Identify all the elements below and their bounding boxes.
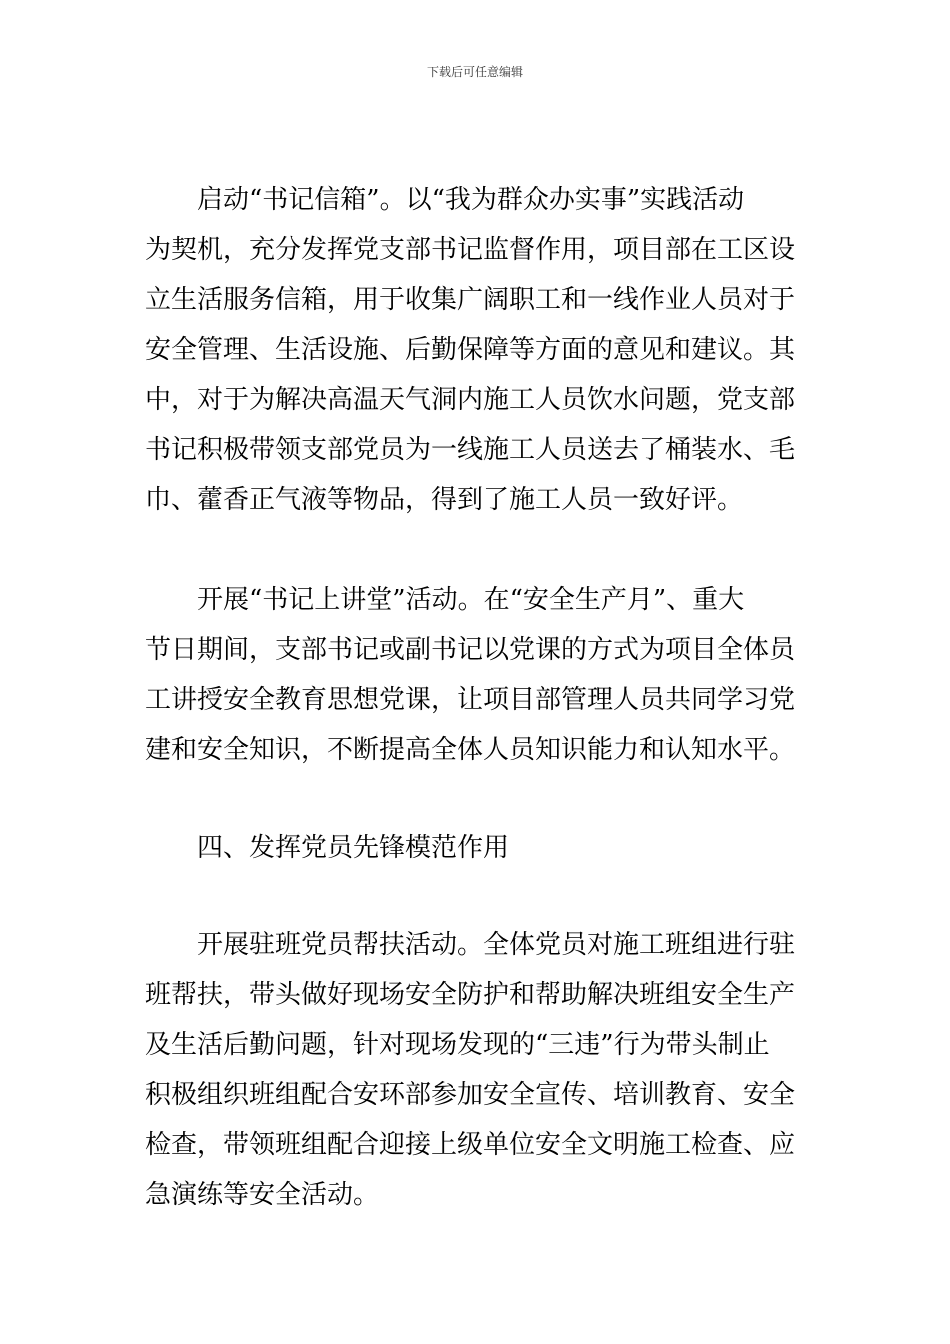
paragraph-2-line-3: 工讲授安全教育思想党课，让项目部管理人员共同学习党	[145, 685, 796, 715]
paragraph-3-line-5: 检查，带领班组配合迎接上级单位安全文明施工检查、应	[145, 1130, 796, 1160]
page-header: 下载后可任意编辑	[426, 65, 523, 79]
paragraph-3-line-1: 开展驻班党员帮扶活动。全体党员对施工班组进行驻	[197, 930, 796, 960]
paragraph-2-line-2: 节日期间，支部书记或副书记以党课的方式为项目全体员	[145, 635, 796, 665]
paragraph-1-line-3: 立生活服务信箱，用于收集广阔职工和一线作业人员对于	[145, 285, 796, 315]
paragraph-1-line-7: 巾、藿香正气液等物品，得到了施工人员一致好评。	[145, 485, 744, 515]
paragraph-1-line-6: 书记积极带领支部党员为一线施工人员送去了桶装水、毛	[145, 435, 796, 465]
paragraph-2-line-4: 建和安全知识，不断提高全体人员知识能力和认知水平。	[145, 735, 796, 765]
paragraph-3-line-6: 急演练等安全活动。	[145, 1180, 380, 1210]
paragraph-1-line-2: 为契机，充分发挥党支部书记监督作用，项目部在工区设	[145, 235, 796, 265]
paragraph-3-line-2: 班帮扶，带头做好现场安全防护和帮助解决班组安全生产	[145, 980, 796, 1010]
paragraph-1-line-5: 中，对于为解决高温天气洞内施工人员饮水问题，党支部	[145, 385, 796, 415]
paragraph-3-line-3: 及生活后勤问题，针对现场发现的“三违”行为带头制止	[145, 1030, 770, 1060]
paragraph-2-line-1: 开展“书记上讲堂”活动。在“安全生产月”、重大	[197, 585, 745, 615]
paragraph-3-line-4: 积极组织班组配合安环部参加安全宣传、培训教育、安全	[145, 1080, 796, 1110]
paragraph-1-line-4: 安全管理、生活设施、后勤保障等方面的意见和建议。其	[145, 335, 796, 365]
section-heading: 四、发挥党员先锋模范作用	[197, 833, 510, 863]
paragraph-1-line-1: 启动“书记信箱”。以“我为群众办实事”实践活动	[197, 185, 745, 215]
